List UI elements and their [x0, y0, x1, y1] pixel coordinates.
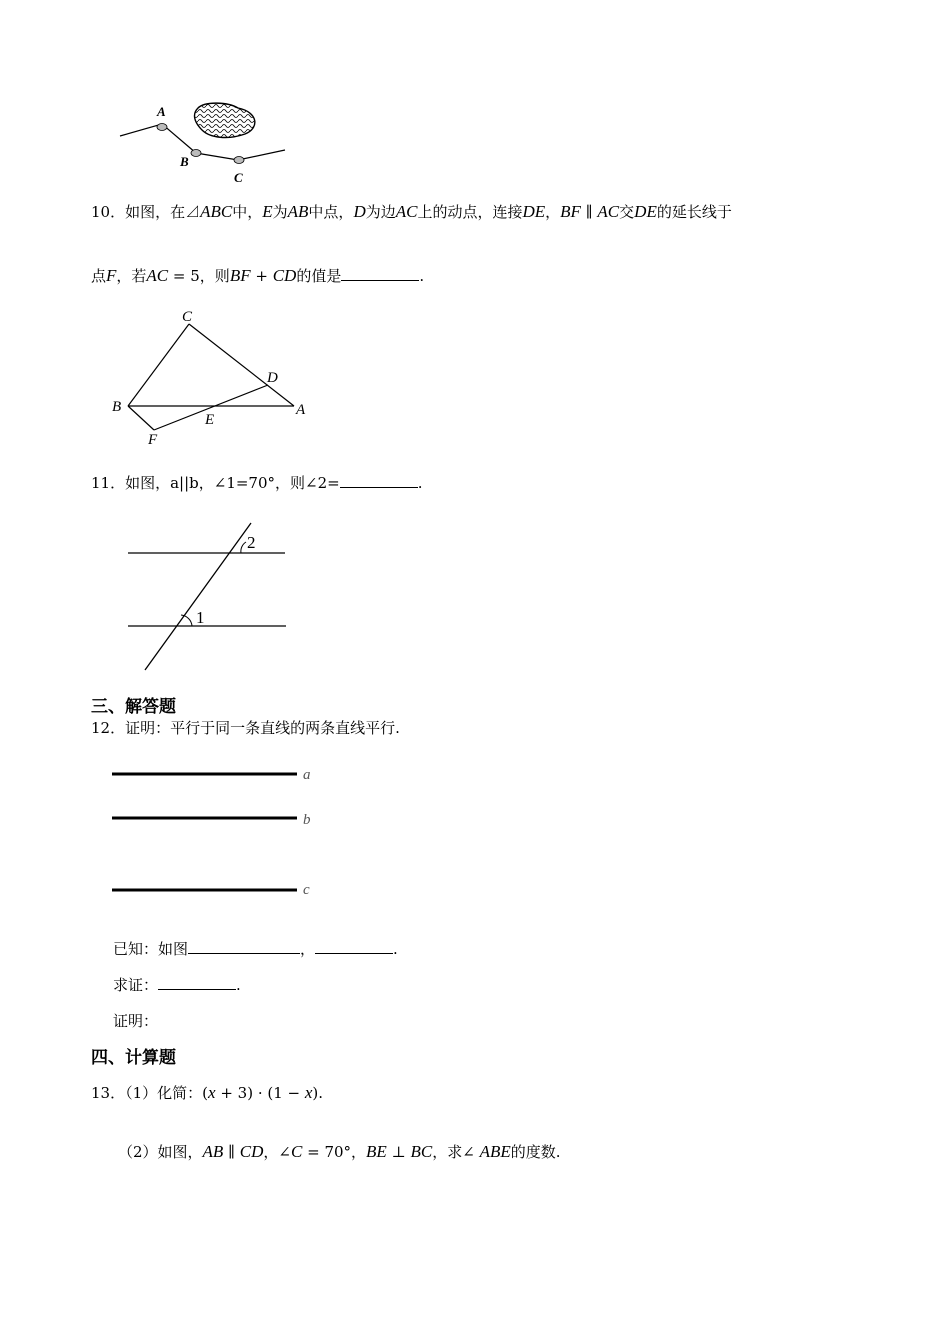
label-a: a: [303, 767, 311, 783]
q11-figure: [120, 518, 300, 678]
math-term: AC: [395, 202, 418, 221]
q13-part1: [91, 1082, 323, 1104]
text-segment: ∥: [580, 203, 598, 221]
text-segment: 的延长线于: [656, 203, 732, 221]
q13-part2: [118, 1141, 561, 1163]
math-term: AB: [202, 1142, 224, 1161]
q12-proof: [113, 1010, 158, 1032]
prove-blank[interactable]: [158, 975, 236, 990]
angle-2-label: 2: [247, 533, 256, 552]
q10-answer-blank[interactable]: [341, 266, 419, 281]
text-segment: 上的动点，连接: [417, 203, 523, 221]
q13-part2-text: [118, 1143, 561, 1161]
given-blank-1[interactable]: [188, 939, 300, 954]
q12-number: 12．: [91, 719, 126, 737]
segment-bf: [128, 406, 154, 430]
text-segment: 的度数.: [510, 1143, 561, 1161]
bend-mark-b: [191, 150, 201, 157]
text-segment: ，: [545, 203, 561, 221]
q12-text: 证明：平行于同一条直线的两条直线平行.: [125, 719, 400, 737]
math-term: F: [106, 266, 117, 285]
label-b: B: [112, 399, 122, 415]
math-term: AC: [597, 202, 620, 221]
label-c: c: [303, 882, 310, 898]
text-segment: ，若: [116, 267, 147, 285]
segment-ca: [189, 324, 294, 406]
text-segment: （1）化简：: [125, 1084, 203, 1102]
text-segment: = 70°，: [302, 1143, 367, 1161]
math-term: AB: [287, 202, 309, 221]
q11-answer-blank[interactable]: [340, 473, 418, 488]
text-segment: + 3) · (1 −: [215, 1084, 305, 1102]
text-segment: 如图，在⊿: [125, 203, 201, 221]
text-segment: ).: [312, 1084, 324, 1102]
q10-text-2: [91, 267, 341, 285]
q12-line: [91, 717, 400, 739]
label-a: A: [296, 402, 306, 418]
text-segment: ⊥: [386, 1143, 411, 1161]
label-c: C: [234, 170, 243, 185]
q12-prove: [113, 974, 241, 996]
segment-bc: [128, 324, 189, 406]
prove-end: .: [236, 976, 241, 994]
math-term: ABC: [200, 202, 233, 221]
transversal: [145, 523, 251, 670]
given-blank-2[interactable]: [315, 939, 393, 954]
text-segment: （2）如图，: [118, 1143, 203, 1161]
q10-text-1: [125, 203, 732, 221]
q10-end: .: [419, 267, 425, 285]
given-end: .: [393, 940, 398, 958]
math-term: C: [291, 1142, 303, 1161]
q11-line: [91, 472, 422, 494]
text-segment: 为: [272, 203, 288, 221]
given-sep: ，: [300, 940, 316, 958]
math-term: AC: [146, 266, 169, 285]
text-segment: 中，: [232, 203, 263, 221]
q12-figure: [110, 760, 330, 905]
q13-part1-text: [125, 1084, 323, 1102]
label-e: E: [205, 412, 215, 428]
text-segment: ，∠: [263, 1143, 291, 1161]
label-d: D: [267, 370, 278, 386]
bend-mark-a: [157, 124, 167, 131]
math-term: x: [208, 1083, 216, 1102]
text-segment: 的值是: [296, 267, 342, 285]
angle-1-label: 1: [196, 608, 205, 627]
label-c: C: [182, 309, 193, 325]
text-segment: 交: [619, 203, 635, 221]
bend-mark-c: [234, 157, 244, 164]
math-term: DE: [522, 202, 546, 221]
label-a: A: [157, 104, 166, 119]
text-segment: 为边: [365, 203, 396, 221]
text-segment: ∥: [223, 1143, 240, 1161]
math-term: CD: [239, 1142, 264, 1161]
text-segment: +: [250, 267, 273, 285]
text-segment: 中点，: [308, 203, 354, 221]
q11-text: 如图，a||b，∠1=70°，则∠2=: [125, 474, 340, 492]
text-segment: = 5，则: [168, 267, 230, 285]
label-f: F: [148, 432, 158, 448]
q10-figure: [108, 305, 318, 450]
label-b: b: [303, 812, 311, 828]
q10-line-2: [91, 265, 424, 287]
angle-1-arc: [181, 615, 192, 626]
q13-number: 13．: [91, 1084, 126, 1102]
text-segment: (: [202, 1084, 208, 1102]
q11-end: .: [417, 474, 423, 492]
math-term: BF: [229, 266, 251, 285]
section-3-title: 三、解答题: [91, 697, 176, 717]
math-term: BF: [560, 202, 581, 221]
math-term: CD: [272, 266, 297, 285]
math-term: E: [262, 202, 273, 221]
q11-number: 11．: [91, 474, 126, 492]
math-term: ABE: [479, 1142, 511, 1161]
pond-shape: [195, 103, 255, 137]
given-prefix: 已知：如图: [113, 940, 189, 958]
q10-line-1: [91, 201, 732, 223]
math-term: DE: [634, 202, 657, 221]
math-term: D: [353, 202, 366, 221]
math-term: BC: [410, 1142, 433, 1161]
math-term: x: [304, 1083, 313, 1102]
q10-number: 10．: [91, 203, 126, 221]
q9-figure: [110, 98, 300, 188]
q12-given: [113, 938, 398, 960]
text-segment: 点: [91, 267, 107, 285]
prove-prefix: 求证：: [113, 976, 159, 994]
text-segment: ，求∠: [432, 1143, 480, 1161]
proof-prefix: 证明：: [113, 1012, 159, 1030]
section-4-title: 四、计算题: [91, 1048, 176, 1068]
math-term: BE: [366, 1142, 387, 1161]
label-b: B: [180, 154, 189, 169]
angle-2-arc: [241, 542, 246, 553]
